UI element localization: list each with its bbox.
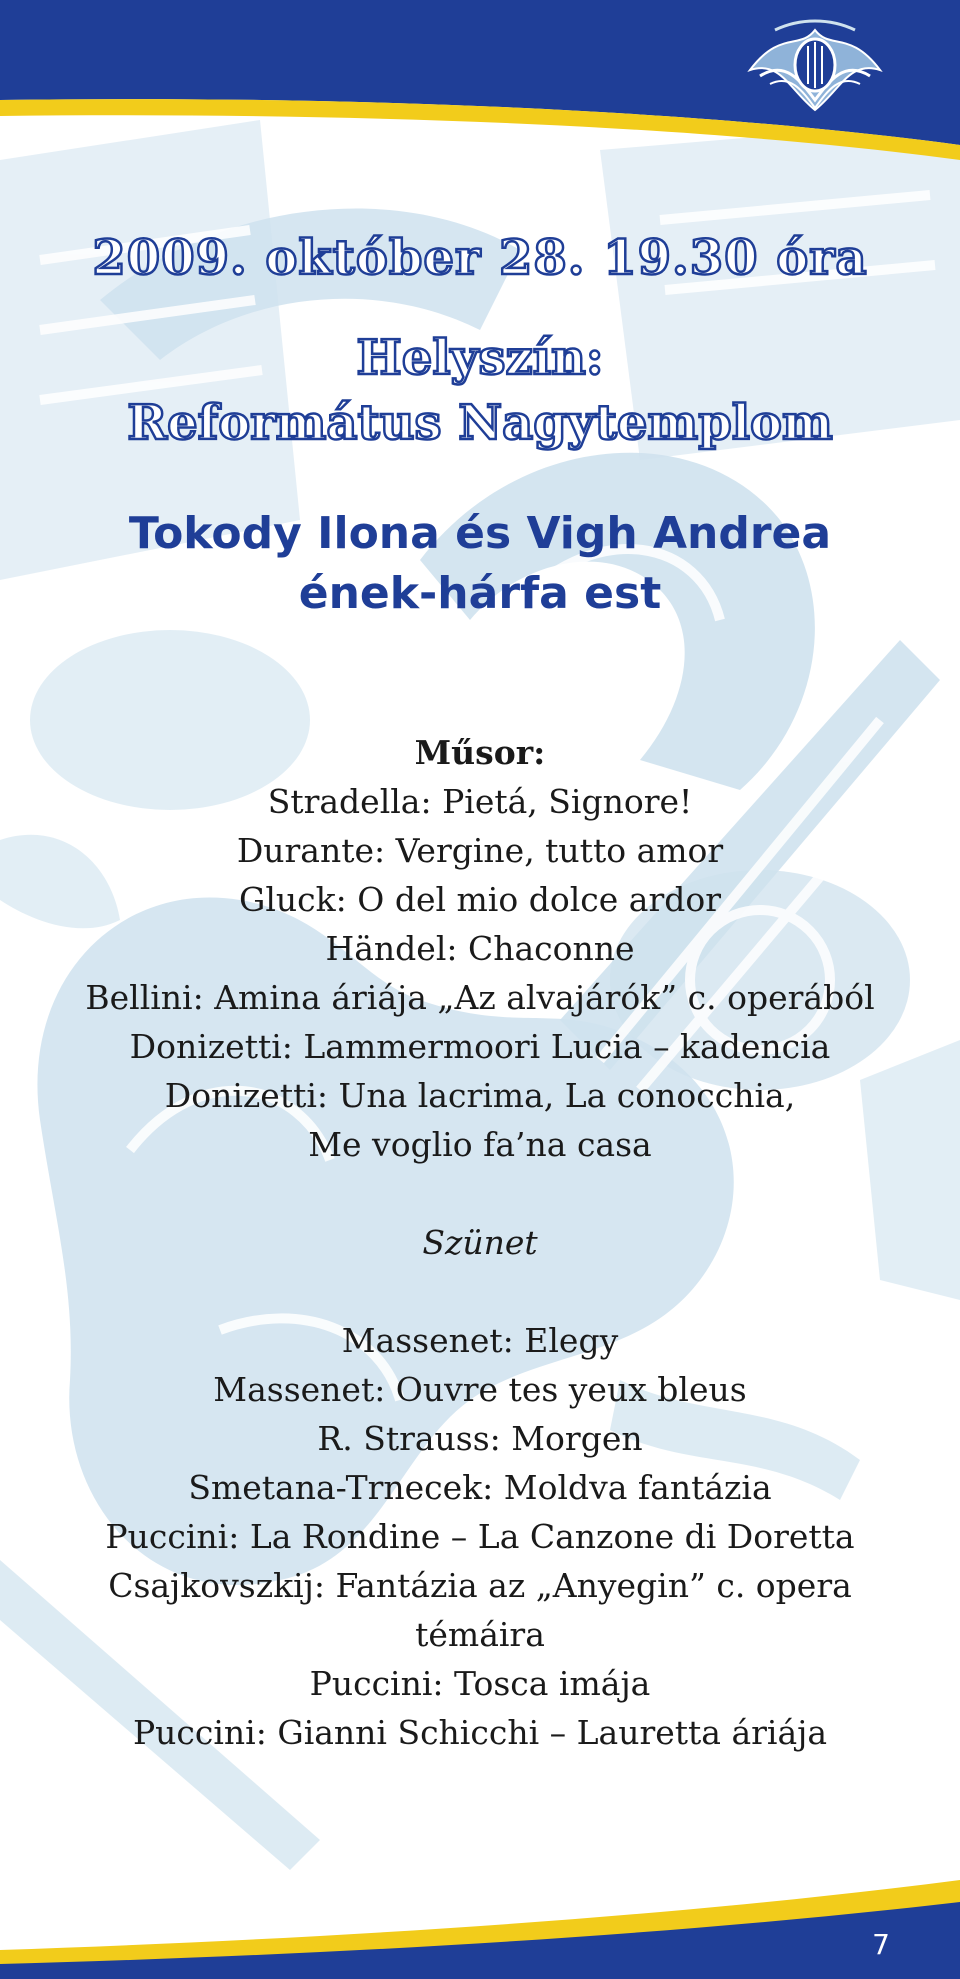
program-item: Gluck: O del mio dolce ardor (239, 880, 721, 919)
program-item: Massenet: Ouvre tes yeux bleus (213, 1370, 747, 1409)
program-item: Händel: Chaconne (325, 929, 635, 968)
program-item: Bellini: Amina áriája „Az alvajárók” c. operából (85, 978, 875, 1017)
program-item: Smetana-Trnecek: Moldva fantázia (188, 1468, 772, 1507)
performers-names: Tokody Ilona és Vigh Andrea (128, 508, 832, 559)
program-item: Donizetti: Una lacrima, La conocchia, (164, 1076, 796, 1115)
footer-band (0, 1880, 960, 1979)
program-item: Csajkovszkij: Fantázia az „Anyegin” c. opera (108, 1566, 852, 1605)
program-heading: Műsor: (414, 733, 546, 772)
program-item: Me voglio fa’na casa (308, 1125, 652, 1164)
program-item: témáira (415, 1615, 545, 1654)
page-number: 7 (872, 1928, 890, 1961)
program-list (0, 728, 960, 1757)
program-item: Durante: Vergine, tutto amor (236, 831, 724, 870)
program-item: Puccini: Gianni Schicchi – Lauretta áriája (132, 1713, 828, 1752)
venue-name: Református Nagytemplom (127, 395, 833, 451)
spacer (0, 1169, 960, 1218)
program-item: Massenet: Elegy (341, 1321, 619, 1360)
program-item: Puccini: Tosca imája (309, 1664, 651, 1703)
program-item: R. Strauss: Morgen (317, 1419, 643, 1458)
program-item: Donizetti: Lammermoori Lucia – kadencia (129, 1027, 831, 1066)
event-date: 2009. október 28. 19.30 óra (92, 230, 868, 286)
program-item: Puccini: La Rondine – La Canzone di Doretta (105, 1517, 855, 1556)
intermission-label: Szünet (422, 1223, 538, 1262)
lyre-emblem-icon (740, 10, 890, 130)
venue-label: Helyszín: (356, 330, 604, 386)
program-item: Stradella: Pietá, Signore! (267, 782, 693, 821)
event-type: ének-hárfa est (298, 568, 662, 619)
spacer (0, 1267, 960, 1316)
